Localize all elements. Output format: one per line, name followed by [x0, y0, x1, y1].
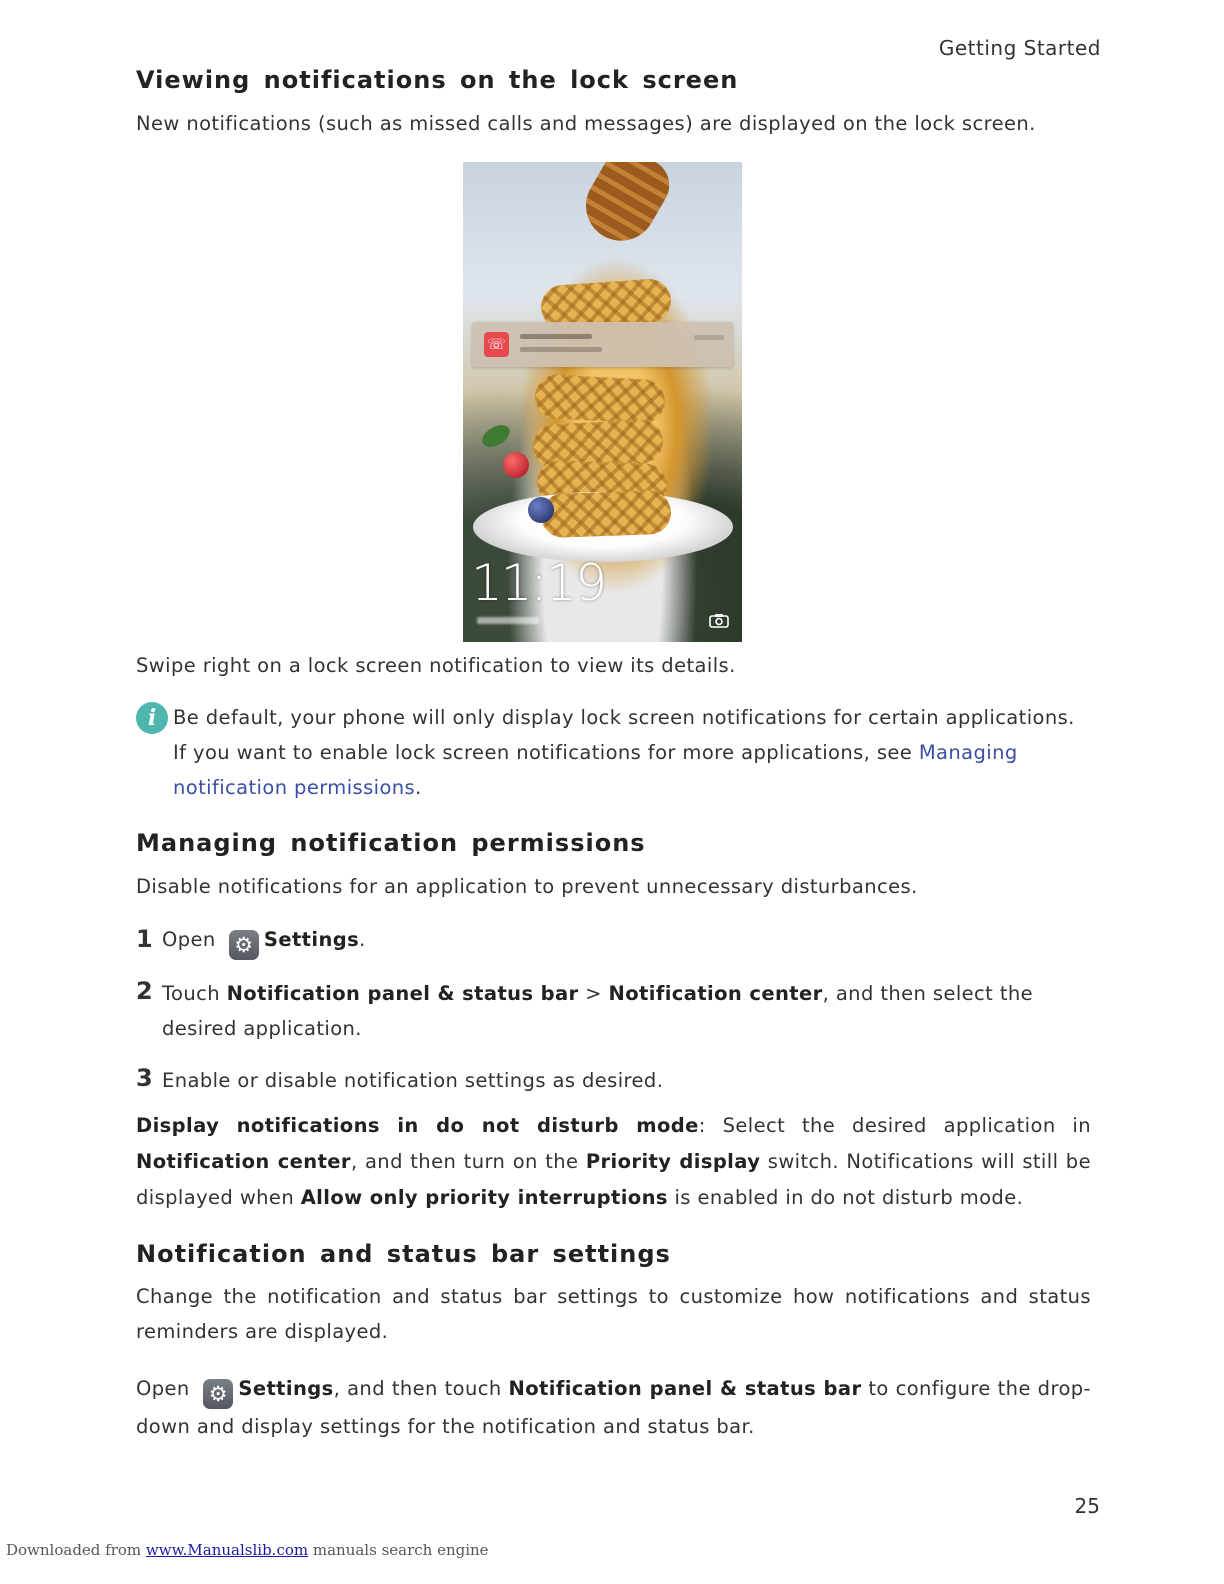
- info-icon: i: [136, 702, 168, 734]
- dnd-text-2: , and then turn on the: [350, 1150, 586, 1173]
- step-number: 1: [136, 925, 153, 953]
- dnd-paragraph: [136, 1108, 1091, 1216]
- step-1-text: [162, 922, 366, 960]
- step-2-touch: Touch: [162, 982, 220, 1005]
- note-body: Be default, your phone will only display lock screen notifications for certain applications. If you want to enable lock screen notifications for more applications, see: [173, 706, 1075, 764]
- step-2-rest: , and then select the desired application.: [162, 982, 1034, 1040]
- allow-priority-label: Allow only priority interruptions: [300, 1186, 668, 1209]
- status-open: Open: [136, 1377, 190, 1400]
- lock-screen-date-placeholder: [477, 617, 539, 624]
- dnd-label: Display notifications in do not disturb mode: [136, 1114, 699, 1137]
- dnd-text-1: : Select the desired application in: [698, 1114, 1092, 1137]
- status-bar-instructions: [136, 1371, 1091, 1444]
- settings-app-label: Settings: [238, 1377, 334, 1400]
- step-number: 3: [136, 1064, 153, 1092]
- footer-prefix: Downloaded from: [6, 1541, 146, 1559]
- manualslib-link[interactable]: www.Manualslib.com: [145, 1541, 309, 1559]
- dnd-text-4: is enabled in do not disturb mode.: [667, 1186, 1024, 1209]
- step-2-text: [162, 976, 1082, 1046]
- section-intro-lock-screen: New notifications (such as missed calls and messages) are displayed on the lock screen.: [136, 112, 1036, 135]
- settings-gear-icon[interactable]: ⚙: [229, 930, 259, 960]
- section-intro-permissions: Disable notifications for an application to prevent unnecessary disturbances.: [136, 875, 918, 898]
- footer-suffix: manuals search engine: [308, 1541, 489, 1559]
- note-end: .: [415, 776, 422, 799]
- section-title-permissions: Managing notification permissions: [136, 829, 646, 857]
- lock-screen-screenshot: [463, 162, 742, 642]
- priority-display-label: Priority display: [585, 1150, 761, 1173]
- notification-subtitle-placeholder: [520, 347, 602, 352]
- managing-permissions-link[interactable]: Managing notification permissions: [173, 741, 1018, 799]
- honey-dipper-image: [573, 162, 679, 253]
- waffle-image: [534, 374, 666, 425]
- notification-time-placeholder: [694, 335, 724, 340]
- section-title-status-bar: Notification and status bar settings: [136, 1240, 671, 1268]
- step-2-separator: >: [578, 982, 609, 1005]
- notification-title-placeholder: [520, 334, 592, 339]
- page-number: 25: [1074, 1494, 1100, 1518]
- download-footer: [6, 1541, 489, 1559]
- notification-center-label: Notification center: [136, 1150, 351, 1173]
- notification-panel-label: Notification panel & status bar: [226, 982, 579, 1005]
- step-number: 2: [136, 977, 153, 1005]
- step-1-open: Open: [162, 928, 216, 951]
- lock-screen-clock: 11:19: [471, 554, 606, 612]
- dnd-text-3: switch. Notifications will still be displayed when: [136, 1150, 1091, 1209]
- lock-screen-notification[interactable]: [472, 322, 733, 367]
- step-3-text: Enable or disable notification settings as desired.: [162, 1069, 664, 1092]
- running-header: Getting Started: [938, 36, 1101, 60]
- settings-gear-icon[interactable]: ⚙: [203, 1379, 233, 1409]
- notification-center-label: Notification center: [608, 982, 823, 1005]
- section-title-lock-screen: Viewing notifications on the lock screen: [136, 66, 739, 94]
- settings-app-label: Settings: [263, 928, 360, 951]
- step-1-end: .: [359, 928, 366, 951]
- berry-image: [503, 452, 529, 478]
- status-text-1: , and then touch: [333, 1377, 509, 1400]
- status-bar-intro: Change the notification and status bar settings to customize how notifications and status reminders are displayed.: [136, 1285, 1091, 1343]
- notification-panel-label: Notification panel & status bar: [508, 1377, 862, 1400]
- camera-icon[interactable]: [709, 613, 729, 628]
- missed-call-icon: ☏: [484, 332, 509, 357]
- waffle-image: [540, 490, 671, 539]
- note-text: [173, 700, 1093, 805]
- swipe-instruction: Swipe right on a lock screen notification to view its details.: [136, 654, 736, 677]
- berry-image: [528, 497, 554, 523]
- status-text-2: to configure the drop-down and display settings for the notification and status bar.: [136, 1377, 1091, 1438]
- leaf-image: [479, 421, 514, 452]
